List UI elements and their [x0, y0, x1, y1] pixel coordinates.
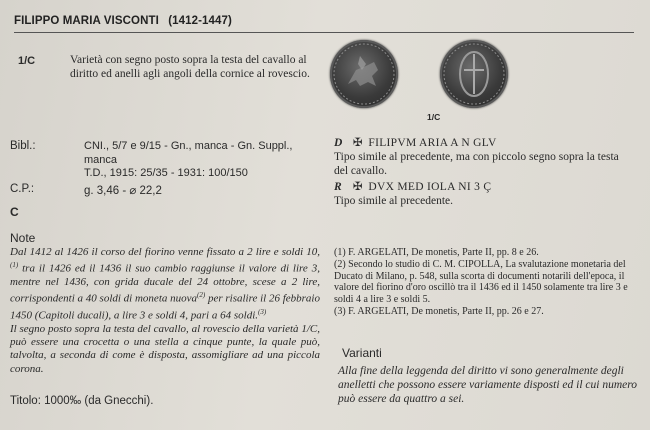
obverse-inscription: FILIPVM ARIA A N GLV	[368, 137, 497, 149]
obverse-legend	[334, 136, 634, 178]
footnote: (3) F. ARGELATI, De monetis, Parte II, pp. 26 e 27.	[334, 305, 544, 317]
footnote: (1) F. ARGELATI, De monetis, Parte II, pp. 8 e 26.	[334, 247, 539, 258]
coin-caption: 1/C	[427, 112, 441, 122]
page-header	[14, 15, 232, 27]
variety-code: 1/C	[18, 55, 36, 67]
bibliography	[84, 140, 324, 181]
bibl-label: Bibl.:	[10, 140, 36, 152]
coin-reverse-image	[440, 40, 508, 108]
obverse-description: Tipo simile al precedente, ma con piccolo segno sopra la testa del cavallo.	[334, 151, 619, 177]
reverse-description: Tipo simile al precedente.	[334, 195, 454, 207]
note-paragraph-2: Il segno posto sopra la testa del cavallo, al rovescio della varietà 1/C, può essere una crocetta o una stella a cinque punte, la quale può, talvolta, a seconda di come è disposta, assomigliare ad una piccola corona.	[10, 322, 320, 375]
weight-diameter: g. 3,46 - ⌀ 22,2	[84, 185, 162, 197]
reverse-sigil: R	[334, 181, 342, 193]
ruler-name: FILIPPO MARIA VISCONTI	[14, 15, 159, 27]
note-body	[10, 246, 320, 376]
varianti-heading: Varianti	[342, 346, 382, 360]
reverse-legend	[334, 180, 634, 208]
note-paragraph-1: Dal 1412 al 1426 il corso del fiorino venne fissato a 2 lire e soldi 10,$^{(1)}$ tra il 1426 ed il 1436 il suo cambio raggiunse il valore di lire 3, mentre nel 1436, con grida ducale del 24 ottobre, scese a 2 lire, corrispondenti a 40 soldi di moneta nuova$^{(2)}$ per risalire il 26 febbraio 1450 (Capitoli ducali), a lire 3 e soldi 4, pari a 64 soldi.$^{(3)}$	[10, 246, 320, 322]
footnote: (2) Secondo lo studio di C. M. CIPOLLA, La svalutazione monetaria del Ducato di Milano, p. 548, sulla scorta di documenti notarili dell'epoca, il valore del fiorino d'oro oscillò tra il 1436 ed il 1450 solamente tra lire 3 e soldi 4 a lire 3 e soldi 5.	[334, 258, 628, 306]
rarity-grade: C	[10, 205, 19, 219]
cross-icon: ✠	[352, 137, 363, 149]
cp-label: C.P.:	[10, 183, 35, 195]
note-heading: Note	[10, 231, 36, 245]
bibl-line-2: T.D., 1915: 25/35 - 1931: 100/150	[84, 167, 248, 179]
reverse-inscription: DVX MED IOLA NI 3 Ç	[368, 181, 492, 193]
bibl-line-1: CNI., 5/7 e 9/15 - Gn., manca - Gn. Suppl., manca	[84, 140, 293, 166]
variety-description: Varietà con segno posto sopra la testa del cavallo al diritto ed anelli agli angoli della cornice al rovescio.	[70, 54, 310, 80]
obverse-sigil: D	[334, 137, 343, 149]
footnote-ref: (1)	[10, 261, 19, 270]
footnotes	[334, 247, 640, 318]
header-rule	[14, 32, 634, 33]
cross-icon: ✠	[352, 181, 363, 193]
footnote-ref: (2)	[197, 291, 206, 300]
varianti-text: Alla fine della leggenda del diritto vi sono generalmente degli anelletti che possono essere variamente disposti ed il cui numero può essere da quattro a sei.	[338, 365, 638, 405]
reign-dates: (1412-1447)	[168, 15, 232, 27]
coin-obverse-image	[330, 40, 398, 108]
titolo: Titolo: 1000‰ (da Gnecchi).	[10, 395, 154, 407]
footnote-ref: (3)	[258, 308, 267, 317]
